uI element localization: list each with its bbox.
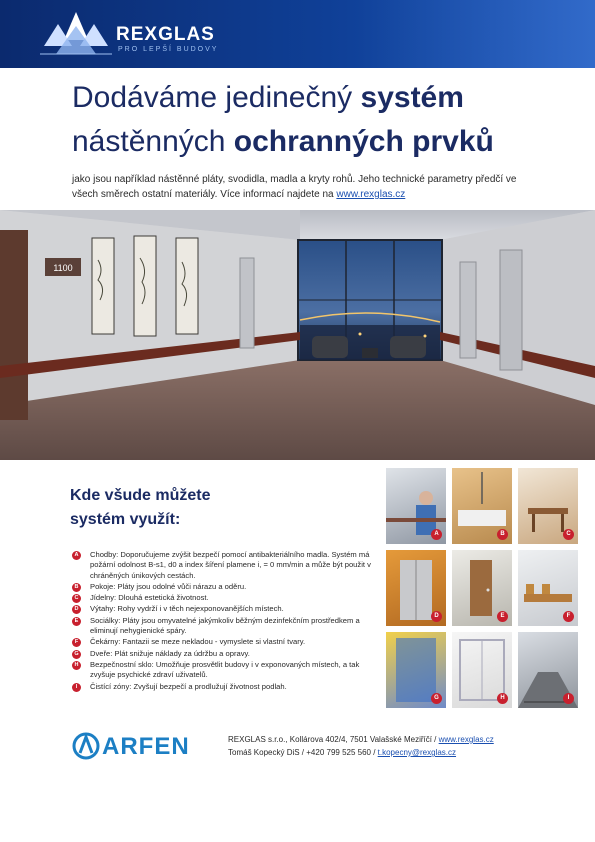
usage-list: [72, 550, 372, 693]
usage-text: Bezpečnostní sklo: Umožňuje prosvětlit budovy i v exponovaných místech, a tak zvyšuje psychické zdraví uživatelů.: [90, 659, 360, 680]
photo-badge: F: [563, 611, 574, 622]
usage-letter-badge: E: [72, 617, 81, 626]
headline-line1-bold: systém: [360, 81, 464, 114]
hero-corridor-image: [0, 210, 595, 460]
photo-elevator: [386, 550, 446, 626]
brand-tagline: PRO LEPŠÍ BUDOVY: [118, 46, 219, 53]
intro-paragraph: [72, 172, 542, 202]
headline-line2-regular: nástěnných: [72, 125, 234, 158]
contact-person: Tomáš Kopecký DiS / +420 799 525 560 /: [228, 748, 378, 757]
usage-text: Chodby: Doporučujeme zvýšit bezpečí pomocí antibakteriálního madla. Systém má požární odolnost B-s1, d0 a index šíření plamene i, = 0 mm/min a může být použit v chráněných únikových cestách.: [90, 550, 371, 580]
usage-item: [72, 582, 372, 592]
usage-letter-badge: F: [72, 638, 81, 647]
usage-letter-badge: C: [72, 594, 81, 603]
usage-text: Dveře: Plát snižuje náklady za údržbu a opravy.: [90, 648, 250, 658]
photo-badge: D: [431, 611, 442, 622]
usage-item: [72, 550, 372, 581]
corridor-illustration: [0, 210, 595, 460]
headline-line2-bold: ochranných prvků: [233, 125, 494, 158]
photo-badge: B: [497, 529, 508, 540]
usage-letter-badge: H: [72, 661, 81, 670]
intro-text: jako jsou například nástěnné pláty, svodidla, madla a kryty rohů. Jeho technické parametry předčí ve všech směrech ostatní materiály. Více informací najdete na: [72, 174, 517, 200]
usage-item: [72, 604, 372, 614]
brand-name: REXGLAS: [116, 24, 215, 45]
footer-email-link[interactable]: t.kopecny@rexglas.cz: [377, 748, 457, 757]
usage-letter-badge: I: [72, 683, 81, 692]
usage-letter-badge: D: [72, 605, 81, 614]
usage-text: Sociálky: Pláty jsou omyvatelné jakýmkoliv běžným dezinfekčním prostředkem a eliminují nehygienické spáry.: [90, 615, 360, 636]
photo-badge: A: [431, 529, 442, 540]
usage-text: Jídelny: Dlouhá estetická životnost.: [90, 593, 209, 603]
photo-safety-glass: [452, 632, 512, 708]
photo-badge: E: [497, 611, 508, 622]
where-to-use-heading: [70, 484, 330, 532]
rexglas-logo-icon: [36, 6, 116, 62]
usage-letter-badge: A: [72, 551, 81, 560]
photo-corridor: [386, 468, 446, 544]
usage-text: Pokoje: Pláty jsou odolné vůči nárazu a oděru.: [90, 581, 247, 591]
photo-door: [386, 632, 446, 708]
photo-room: [452, 468, 512, 544]
photo-waiting-room: [518, 550, 578, 626]
arfen-logo: [72, 731, 222, 765]
usage-item: [72, 660, 372, 681]
usage-item: [72, 616, 372, 637]
header-highlight: [355, 0, 595, 68]
intro-website-link[interactable]: www.rexglas.cz: [336, 189, 406, 200]
usage-letter-badge: G: [72, 650, 81, 659]
contact-line-company: [228, 733, 568, 746]
usage-text: Čistící zóny: Zvyšují bezpečí a prodlužují životnost podlah.: [90, 681, 287, 691]
photo-badge: I: [563, 693, 574, 704]
usage-item: [72, 637, 372, 647]
photo-bathroom: [452, 550, 512, 626]
photo-badge: G: [431, 693, 442, 704]
contact-block: [228, 733, 568, 759]
usage-item: [72, 593, 372, 603]
photo-dining: [518, 468, 578, 544]
company-address: REXGLAS s.r.o., Kollárova 402/4, 7501 Valašské Meziříčí /: [228, 735, 439, 744]
usage-text: Výtahy: Rohy vydrží i v těch nejexponovanějších místech.: [90, 604, 284, 614]
header-banner: [0, 0, 595, 68]
headline-line1-regular: Dodáváme jedinečný: [72, 81, 361, 114]
photo-badge: C: [563, 529, 574, 540]
photo-grid: [386, 468, 578, 710]
photo-cleaning-zone: [518, 632, 578, 708]
arfen-logo-icon: [72, 731, 100, 761]
photo-badge: H: [497, 693, 508, 704]
contact-line-person: [228, 746, 568, 759]
usage-text: Čekárny: Fantazii se meze nekladou - vymyslete si vlastní tvary.: [90, 637, 306, 647]
where-line1: Kde všude můžete: [70, 487, 211, 504]
room-number: 1100: [53, 263, 73, 273]
arfen-brand-name: ARFEN: [102, 733, 190, 760]
page-headline: [72, 76, 552, 164]
usage-item: [72, 649, 372, 659]
where-line2: systém využít:: [70, 511, 181, 528]
usage-item: [72, 682, 372, 692]
usage-letter-badge: B: [72, 583, 81, 592]
footer-website-link[interactable]: www.rexglas.cz: [438, 735, 494, 744]
